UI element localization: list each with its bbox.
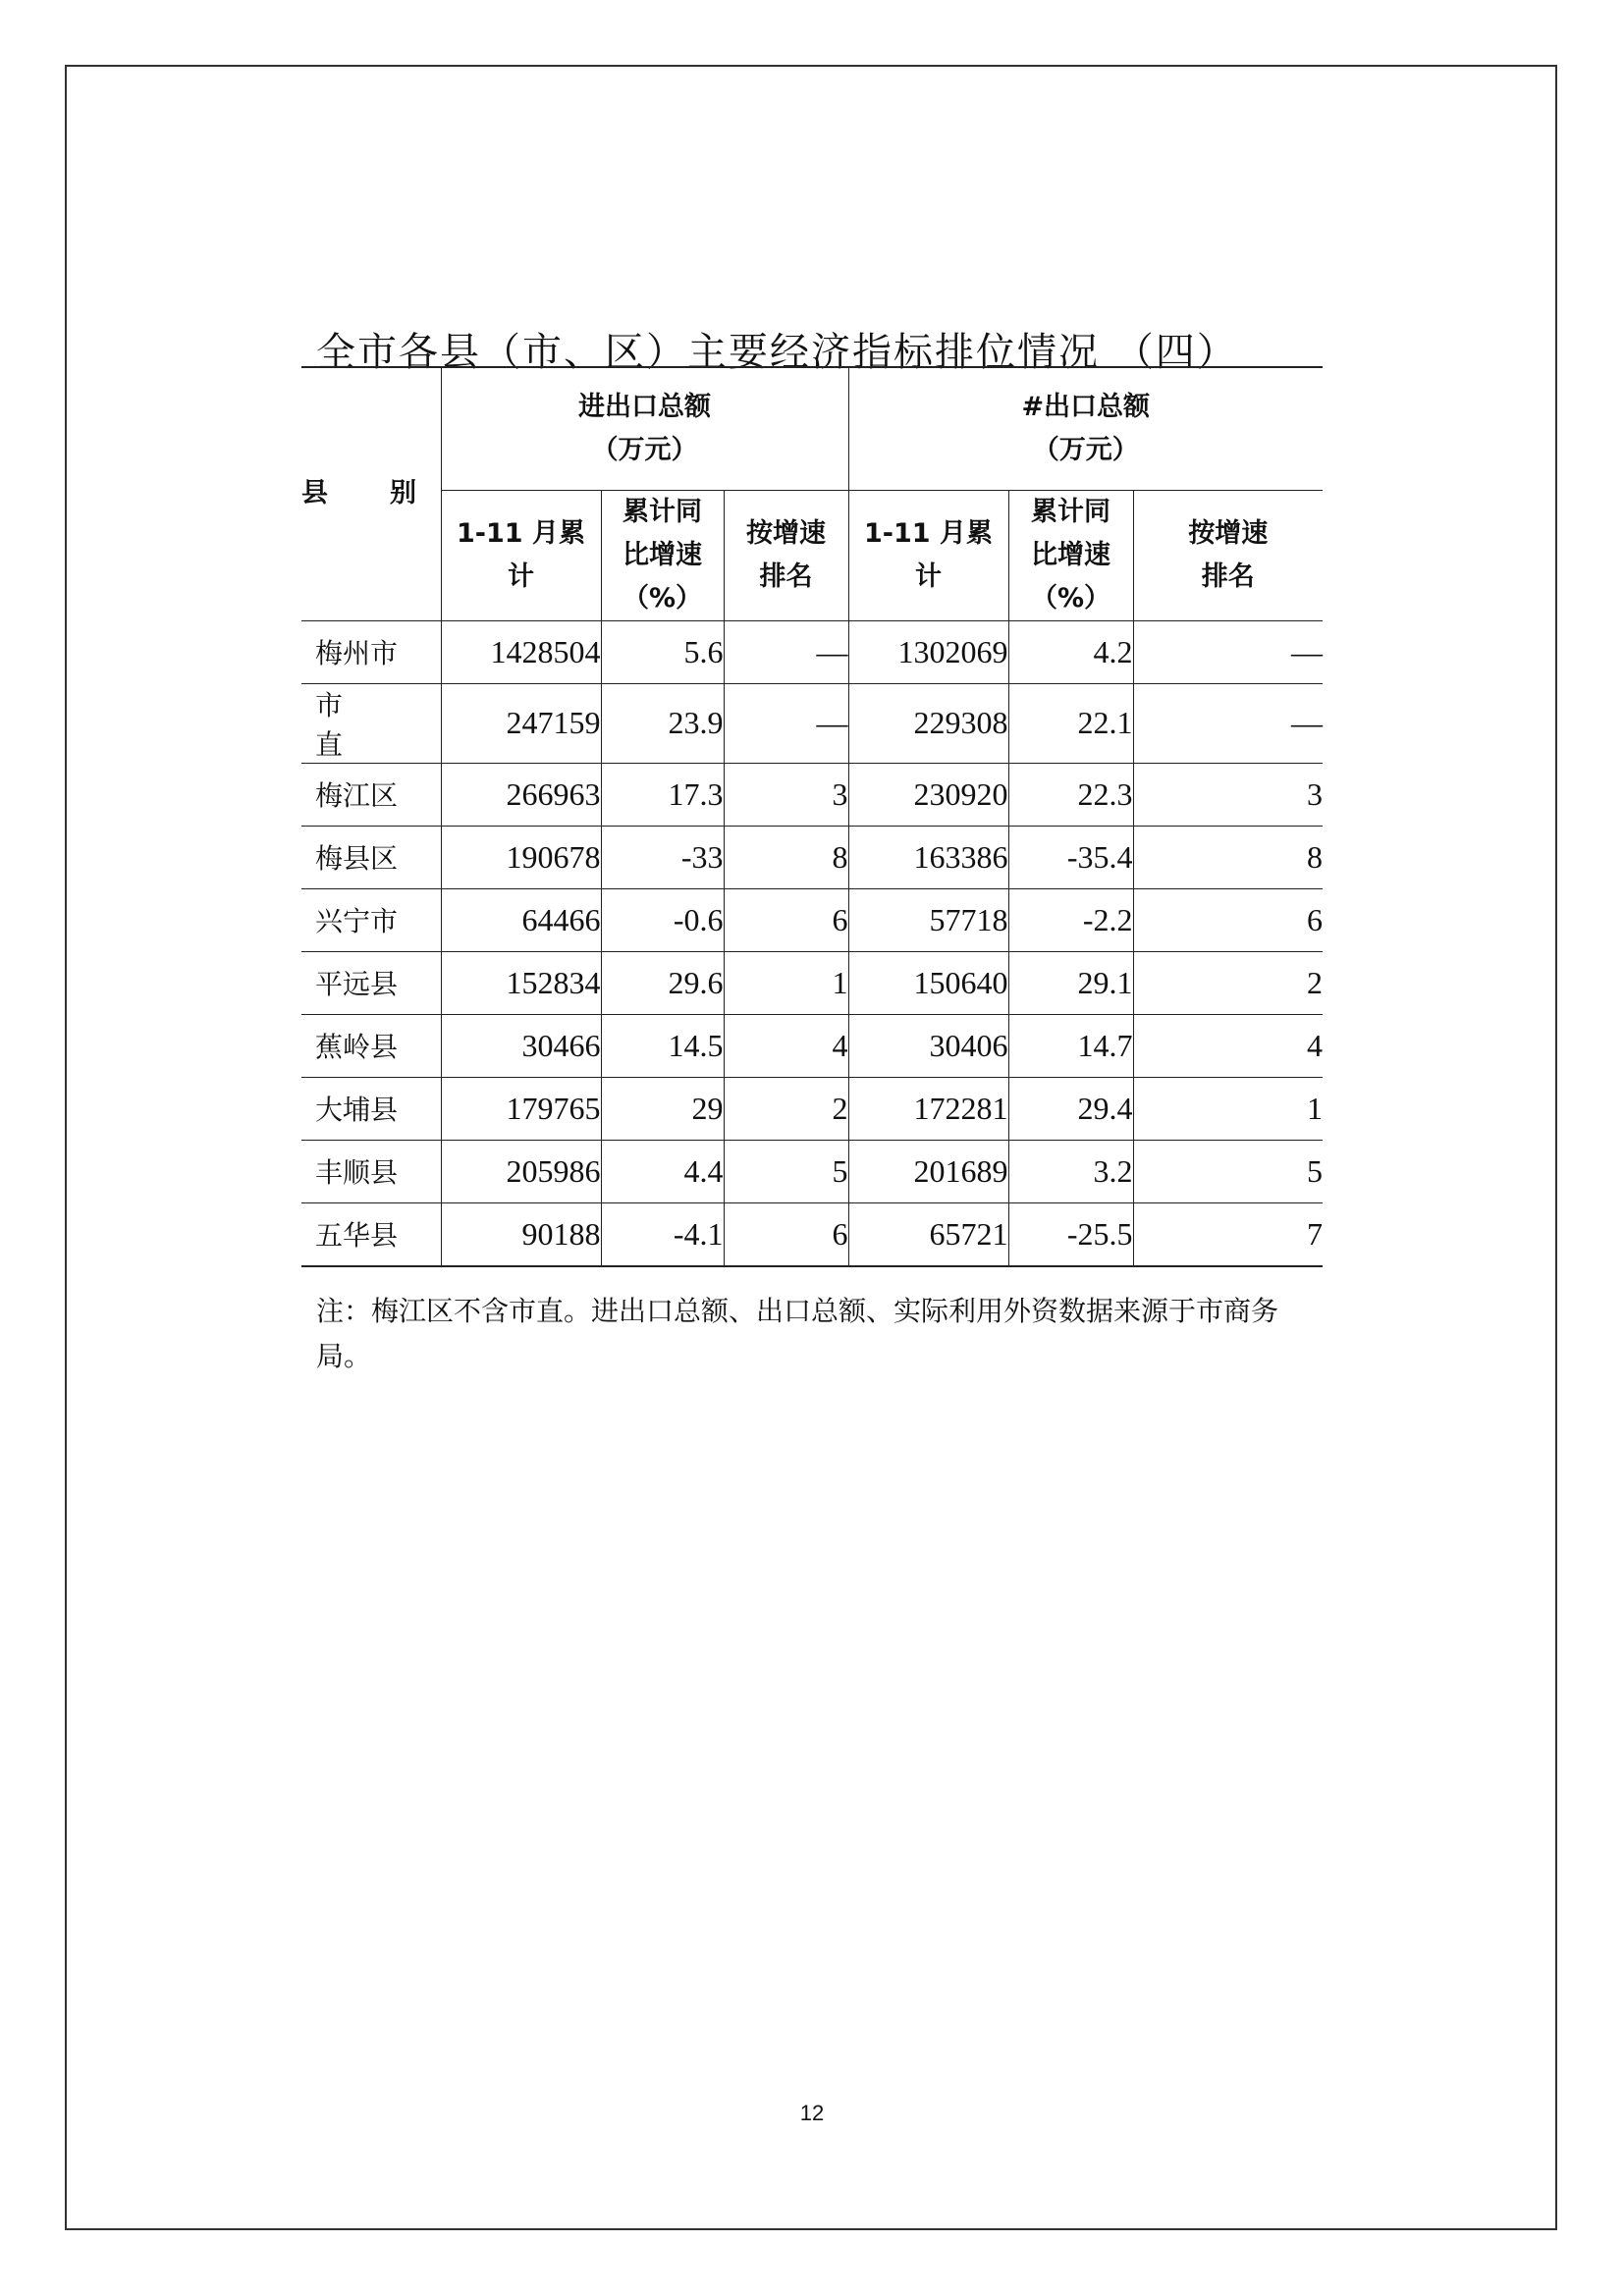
group-header-import-export-unit: （万元）	[591, 434, 698, 465]
subheader-cumulative-line2: 计	[915, 561, 942, 592]
import-export-rank-cell: —	[724, 683, 848, 763]
export-rank-cell: 1	[1133, 1077, 1323, 1140]
group-header-import-export	[441, 367, 848, 490]
export-cumulative-cell: 1302069	[848, 620, 1008, 683]
export-cumulative-cell: 163386	[848, 826, 1008, 888]
import-export-growth-cell: 29	[601, 1077, 724, 1140]
county-header: 县 别	[301, 367, 441, 620]
subheader-growth-line1: 累计同	[623, 496, 702, 527]
table-row	[301, 620, 1323, 683]
export-growth-cell: 3.2	[1008, 1140, 1133, 1202]
subheader-rank-line1: 按增速	[1188, 517, 1269, 549]
import-export-rank-cell: —	[724, 620, 848, 683]
export-rank-cell: 8	[1133, 826, 1323, 888]
import-export-rank-cell: 3	[724, 763, 848, 826]
county-name-cell: 市 直	[301, 683, 441, 763]
export-growth-cell: -2.2	[1008, 888, 1133, 951]
import-export-cumulative-cell: 64466	[441, 888, 601, 951]
import-export-growth-cell: 4.4	[601, 1140, 724, 1202]
export-cumulative-cell: 201689	[848, 1140, 1008, 1202]
import-export-growth-cell: -0.6	[601, 888, 724, 951]
group-header-import-export-label: 进出口总额	[578, 391, 711, 422]
export-growth-cell: -35.4	[1008, 826, 1133, 888]
export-growth-cell: 4.2	[1008, 620, 1133, 683]
export-cumulative-cell: 150640	[848, 951, 1008, 1014]
import-export-growth-cell: -33	[601, 826, 724, 888]
import-export-growth-cell: -4.1	[601, 1202, 724, 1266]
export-cumulative-cell: 230920	[848, 763, 1008, 826]
export-cumulative-cell: 30406	[848, 1014, 1008, 1077]
export-rank-cell: 4	[1133, 1014, 1323, 1077]
county-name-cell: 兴宁市	[301, 888, 441, 951]
export-rank-cell: 5	[1133, 1140, 1323, 1202]
import-export-cumulative-cell: 266963	[441, 763, 601, 826]
import-export-cumulative-cell: 247159	[441, 683, 601, 763]
import-export-cumulative-cell: 90188	[441, 1202, 601, 1266]
import-export-cumulative-cell: 179765	[441, 1077, 601, 1140]
export-growth-cell: 22.3	[1008, 763, 1133, 826]
subheader-rank-line2: 排名	[1201, 561, 1255, 592]
export-cumulative-cell: 229308	[848, 683, 1008, 763]
table-body	[301, 620, 1323, 1266]
subheader-growth-line3: （%）	[1030, 582, 1111, 614]
import-export-rank-cell: 6	[724, 1202, 848, 1266]
import-export-rank-cell: 8	[724, 826, 848, 888]
export-cumulative-cell: 65721	[848, 1202, 1008, 1266]
county-name-cell: 梅县区	[301, 826, 441, 888]
table-row	[301, 888, 1323, 951]
export-growth-cell: 29.4	[1008, 1077, 1133, 1140]
export-growth-cell: 14.7	[1008, 1014, 1133, 1077]
import-export-cumulative-cell: 152834	[441, 951, 601, 1014]
subheader-cumulative-line2: 计	[508, 561, 534, 592]
import-export-cumulative-cell: 1428504	[441, 620, 601, 683]
import-export-growth-cell: 14.5	[601, 1014, 724, 1077]
page-number: 12	[799, 2101, 825, 2125]
group-header-export	[848, 367, 1323, 490]
table-title: 全市各县（市、区）主要经济指标排位情况 （四）	[316, 329, 1238, 375]
import-export-rank-cell: 2	[724, 1077, 848, 1140]
subheader-rank-line1: 按增速	[746, 517, 826, 549]
export-rank-cell: —	[1133, 620, 1323, 683]
group-header-export-unit: （万元）	[1032, 434, 1139, 465]
table-row	[301, 763, 1323, 826]
import-export-growth-cell: 23.9	[601, 683, 724, 763]
footnote: 注：梅江区不含市直。进出口总额、出口总额、实际利用外资数据来源于市商务局。	[316, 1295, 1279, 1372]
import-export-rank-cell: 5	[724, 1140, 848, 1202]
export-growth-cell: 22.1	[1008, 683, 1133, 763]
export-rank-cell: —	[1133, 683, 1323, 763]
county-name-cell: 五华县	[301, 1202, 441, 1266]
county-name-cell: 丰顺县	[301, 1140, 441, 1202]
county-name-cell: 梅江区	[301, 763, 441, 826]
import-export-cumulative-cell: 190678	[441, 826, 601, 888]
import-export-growth-cell: 17.3	[601, 763, 724, 826]
county-name-cell: 平远县	[301, 951, 441, 1014]
table-row	[301, 826, 1323, 888]
import-export-growth-cell: 29.6	[601, 951, 724, 1014]
import-export-rank-cell: 1	[724, 951, 848, 1014]
export-growth-cell: 29.1	[1008, 951, 1133, 1014]
export-rank-cell: 6	[1133, 888, 1323, 951]
export-rank-cell: 3	[1133, 763, 1323, 826]
table-row	[301, 1140, 1323, 1202]
county-name-cell: 大埔县	[301, 1077, 441, 1140]
subheader-growth-line2: 比增速	[623, 539, 702, 570]
table-row	[301, 1202, 1323, 1266]
subheader-growth	[601, 490, 724, 620]
subheader-cumulative-line1: 1-11 月累	[864, 517, 993, 549]
export-cumulative-cell: 172281	[848, 1077, 1008, 1140]
subheader-rank	[1133, 490, 1323, 620]
subheader-cumulative	[441, 490, 601, 620]
table-row	[301, 951, 1323, 1014]
table-row	[301, 683, 1323, 763]
county-name-cell: 梅州市	[301, 620, 441, 683]
county-name-cell: 蕉岭县	[301, 1014, 441, 1077]
table-row	[301, 1077, 1323, 1140]
subheader-growth-line3: （%）	[622, 582, 703, 614]
import-export-cumulative-cell: 205986	[441, 1140, 601, 1202]
subheader-cumulative-line1: 1-11 月累	[457, 517, 585, 549]
import-export-rank-cell: 4	[724, 1014, 848, 1077]
export-rank-cell: 2	[1133, 951, 1323, 1014]
export-growth-cell: -25.5	[1008, 1202, 1133, 1266]
subheader-rank-line2: 排名	[759, 561, 813, 592]
subheader-cumulative	[848, 490, 1008, 620]
export-cumulative-cell: 57718	[848, 888, 1008, 951]
import-export-rank-cell: 6	[724, 888, 848, 951]
group-header-export-label: #出口总额	[1021, 391, 1151, 422]
economic-indicator-table	[301, 366, 1323, 1267]
import-export-growth-cell: 5.6	[601, 620, 724, 683]
table-row	[301, 1014, 1323, 1077]
subheader-rank	[724, 490, 848, 620]
subheader-growth	[1008, 490, 1133, 620]
subheader-growth-line2: 比增速	[1031, 539, 1110, 570]
import-export-cumulative-cell: 30466	[441, 1014, 601, 1077]
subheader-growth-line1: 累计同	[1031, 496, 1110, 527]
export-rank-cell: 7	[1133, 1202, 1323, 1266]
